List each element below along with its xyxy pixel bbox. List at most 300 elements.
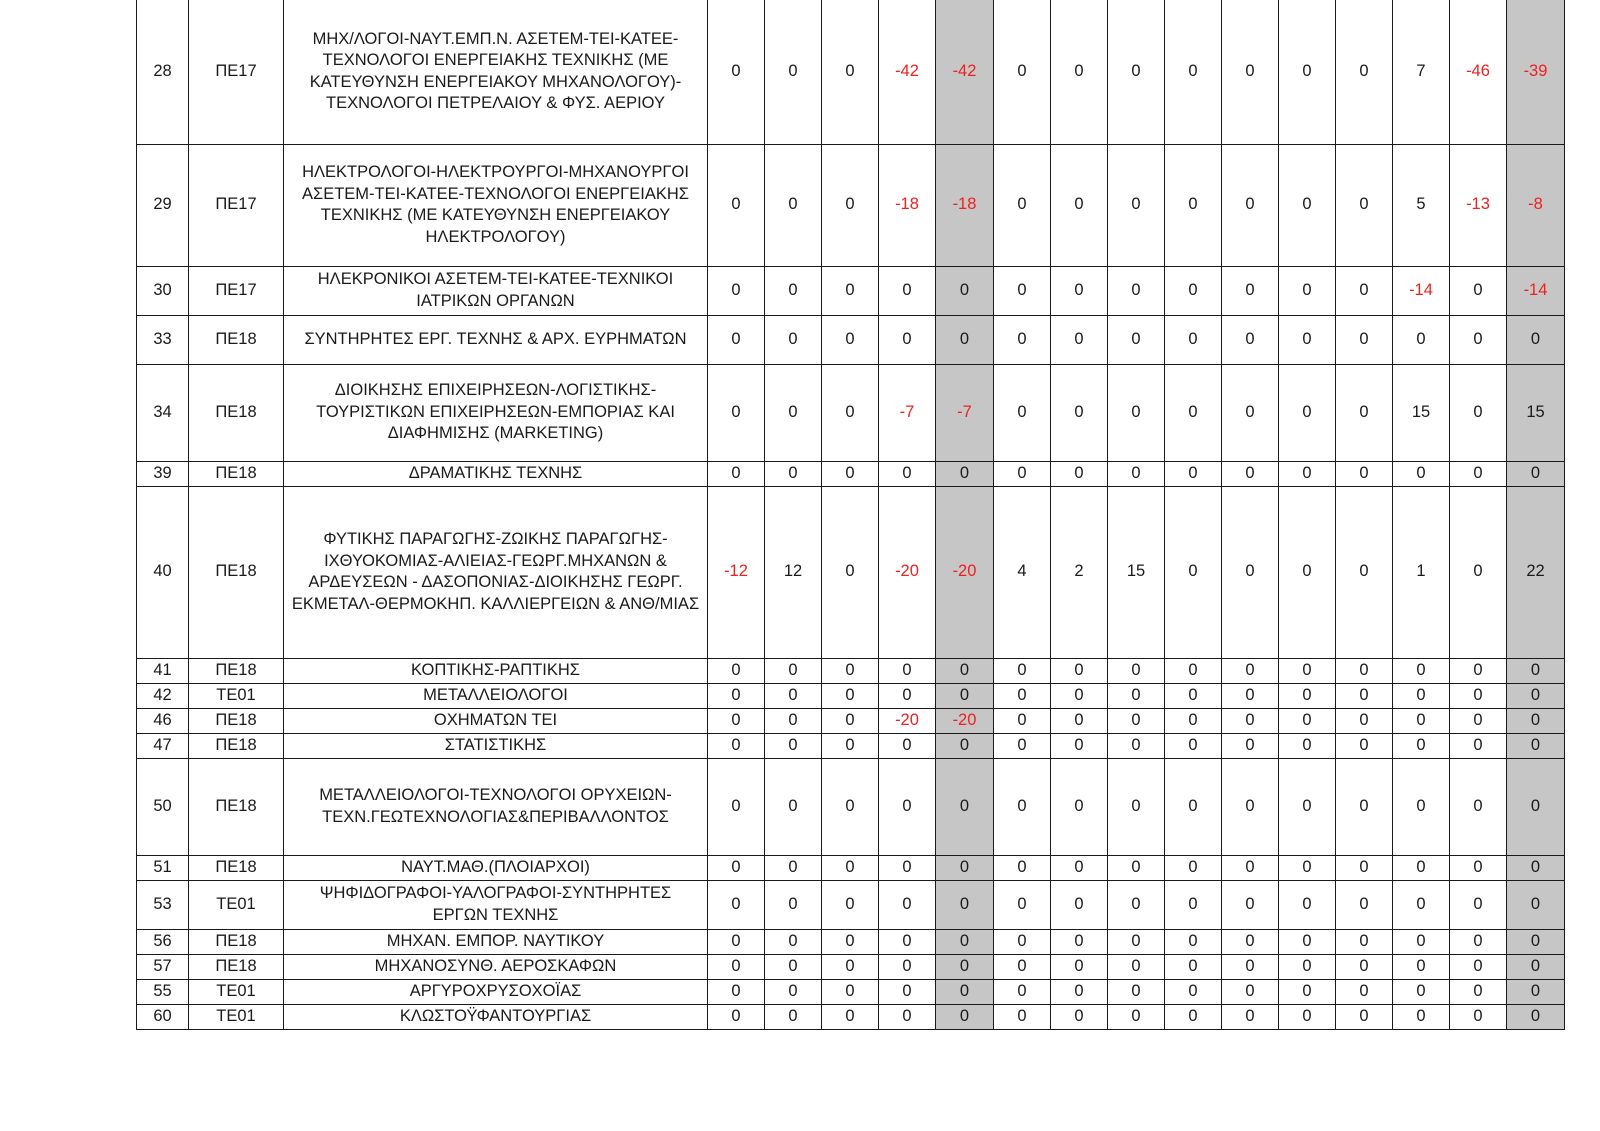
description-cell: ΦΥΤΙΚΗΣ ΠΑΡΑΓΩΓΗΣ-ΖΩΙΚΗΣ ΠΑΡΑΓΩΓΗΣ-ΙΧΘΥΟΚΟΜΙΑΣ-ΑΛΙΕΙΑΣ-ΓΕΩΡΓ.ΜΗΧΑΝΩΝ & ΑΡΔΕΥΣΕΩΝ - ΔΑΣΟΠΟΝΙΑΣ-ΔΙΟΙΚΗΣΗΣ ΓΕΩΡΓ. ΕΚΜΕΤΑΛ-ΘΕΡΜΟΚΗΠ. ΚΑΛΛΙΕΡΓΕΙΩΝ & ΑΝΘ/ΜΙΑΣ — [284, 486, 708, 658]
value-cell: 0 — [994, 0, 1051, 144]
value-cell: -14 — [1393, 266, 1450, 315]
value-cell: 0 — [1336, 1004, 1393, 1029]
value-cell: 0 — [1336, 708, 1393, 733]
value-cell: 0 — [708, 929, 765, 954]
row-number-cell: 42 — [137, 683, 189, 708]
value-cell: 0 — [994, 979, 1051, 1004]
value-cell: 0 — [822, 979, 879, 1004]
table-row — [137, 683, 1565, 708]
value-cell: 0 — [1222, 880, 1279, 929]
table-row — [137, 758, 1565, 855]
value-cell: 0 — [936, 855, 994, 880]
value-cell: 0 — [994, 855, 1051, 880]
value-cell: -12 — [708, 486, 765, 658]
value-cell: 0 — [765, 733, 822, 758]
value-cell: 15 — [1507, 364, 1565, 461]
value-cell: 0 — [1336, 144, 1393, 266]
value-cell: 0 — [1507, 733, 1565, 758]
value-cell: 0 — [1108, 733, 1165, 758]
value-cell: 0 — [1450, 929, 1507, 954]
value-cell: 0 — [1108, 880, 1165, 929]
value-cell: 0 — [1051, 0, 1108, 144]
row-number-cell: 56 — [137, 929, 189, 954]
code-cell: ΠΕ17 — [189, 144, 284, 266]
description-cell: ΝΑΥΤ.ΜΑΘ.(ΠΛΟΙΑΡΧΟΙ) — [284, 855, 708, 880]
row-number-cell: 29 — [137, 144, 189, 266]
value-cell: 12 — [765, 486, 822, 658]
value-cell: 0 — [879, 954, 936, 979]
value-cell: -20 — [936, 486, 994, 658]
value-cell: 0 — [1222, 486, 1279, 658]
table-row — [137, 461, 1565, 486]
value-cell: 0 — [1108, 658, 1165, 683]
table-row — [137, 486, 1565, 658]
value-cell: -18 — [879, 144, 936, 266]
value-cell: 0 — [822, 708, 879, 733]
value-cell: 0 — [765, 683, 822, 708]
value-cell: 0 — [1507, 929, 1565, 954]
value-cell: 0 — [879, 1004, 936, 1029]
value-cell: 0 — [822, 0, 879, 144]
value-cell: 0 — [879, 758, 936, 855]
code-cell: ΠΕ18 — [189, 733, 284, 758]
value-cell: 0 — [1336, 954, 1393, 979]
value-cell: 0 — [936, 658, 994, 683]
value-cell: 0 — [994, 461, 1051, 486]
value-cell: 0 — [1336, 979, 1393, 1004]
value-cell: 0 — [1222, 364, 1279, 461]
value-cell: 0 — [879, 733, 936, 758]
value-cell: 0 — [1165, 1004, 1222, 1029]
value-cell: 0 — [708, 708, 765, 733]
value-cell: 0 — [936, 266, 994, 315]
value-cell: 0 — [1279, 683, 1336, 708]
value-cell: -20 — [879, 708, 936, 733]
value-cell: 0 — [1336, 364, 1393, 461]
code-cell: ΤΕ01 — [189, 683, 284, 708]
value-cell: 0 — [1279, 266, 1336, 315]
value-cell: 0 — [1051, 733, 1108, 758]
value-cell: 0 — [1108, 315, 1165, 364]
value-cell: 0 — [1108, 979, 1165, 1004]
value-cell: 0 — [1222, 0, 1279, 144]
value-cell: 0 — [1450, 683, 1507, 708]
value-cell: 0 — [1222, 855, 1279, 880]
value-cell: 0 — [1279, 315, 1336, 364]
value-cell: 0 — [1051, 461, 1108, 486]
value-cell: 0 — [1507, 461, 1565, 486]
description-cell: ΚΟΠΤΙΚΗΣ-ΡΑΠΤΙΚΗΣ — [284, 658, 708, 683]
code-cell: ΠΕ18 — [189, 315, 284, 364]
value-cell: -20 — [879, 486, 936, 658]
value-cell: 0 — [1051, 266, 1108, 315]
value-cell: 0 — [1393, 658, 1450, 683]
value-cell: 0 — [1279, 658, 1336, 683]
value-cell: 0 — [1450, 758, 1507, 855]
value-cell: 0 — [1108, 708, 1165, 733]
value-cell: 0 — [936, 979, 994, 1004]
value-cell: 2 — [1051, 486, 1108, 658]
value-cell: 0 — [1279, 929, 1336, 954]
value-cell: 0 — [1108, 954, 1165, 979]
value-cell: 0 — [1336, 880, 1393, 929]
table-row — [137, 979, 1565, 1004]
description-cell: ΟΧΗΜΑΤΩΝ ΤΕΙ — [284, 708, 708, 733]
description-cell: ΜΗΧΑΝΟΣΥΝΘ. ΑΕΡΟΣΚΑΦΩΝ — [284, 954, 708, 979]
value-cell: 0 — [1108, 144, 1165, 266]
row-number-cell: 53 — [137, 880, 189, 929]
value-cell: 0 — [1336, 315, 1393, 364]
value-cell: 0 — [822, 461, 879, 486]
value-cell: 7 — [1393, 0, 1450, 144]
row-number-cell: 39 — [137, 461, 189, 486]
value-cell: 0 — [1336, 929, 1393, 954]
value-cell: 0 — [1108, 0, 1165, 144]
value-cell: 0 — [765, 758, 822, 855]
value-cell: 0 — [1450, 486, 1507, 658]
value-cell: 0 — [1108, 1004, 1165, 1029]
value-cell: 0 — [1279, 144, 1336, 266]
value-cell: 0 — [1336, 855, 1393, 880]
value-cell: 0 — [1051, 880, 1108, 929]
value-cell: 15 — [1108, 486, 1165, 658]
value-cell: 0 — [1165, 461, 1222, 486]
value-cell: 0 — [1336, 733, 1393, 758]
value-cell: 0 — [936, 733, 994, 758]
value-cell: 0 — [1108, 929, 1165, 954]
value-cell: 0 — [1165, 144, 1222, 266]
row-number-cell: 28 — [137, 0, 189, 144]
row-number-cell: 30 — [137, 266, 189, 315]
value-cell: 0 — [1165, 658, 1222, 683]
value-cell: -13 — [1450, 144, 1507, 266]
value-cell: 0 — [1051, 144, 1108, 266]
data-table — [136, 0, 1565, 1030]
code-cell: ΠΕ18 — [189, 486, 284, 658]
value-cell: 0 — [879, 266, 936, 315]
code-cell: ΠΕ18 — [189, 855, 284, 880]
table-row — [137, 733, 1565, 758]
value-cell: 0 — [994, 954, 1051, 979]
row-number-cell: 40 — [137, 486, 189, 658]
row-number-cell: 51 — [137, 855, 189, 880]
code-cell: ΠΕ18 — [189, 364, 284, 461]
value-cell: 0 — [1222, 315, 1279, 364]
value-cell: 0 — [708, 683, 765, 708]
table-row — [137, 855, 1565, 880]
value-cell: 0 — [1165, 486, 1222, 658]
value-cell: 0 — [936, 1004, 994, 1029]
value-cell: 0 — [1165, 364, 1222, 461]
value-cell: 0 — [1279, 708, 1336, 733]
value-cell: 0 — [1051, 708, 1108, 733]
value-cell: 0 — [1450, 315, 1507, 364]
description-cell: ΔΙΟΙΚΗΣΗΣ ΕΠΙΧΕΙΡΗΣΕΩΝ-ΛΟΓΙΣΤΙΚΗΣ-ΤΟΥΡΙΣΤΙΚΩΝ ΕΠΙΧΕΙΡΗΣΕΩΝ-ΕΜΠΟΡΙΑΣ ΚΑΙ ΔΙΑΦΗΜΙΣΗΣ (MARKETING) — [284, 364, 708, 461]
value-cell: 0 — [1051, 954, 1108, 979]
value-cell: 0 — [1336, 658, 1393, 683]
row-number-cell: 47 — [137, 733, 189, 758]
code-cell: ΠΕ17 — [189, 266, 284, 315]
value-cell: 0 — [1222, 954, 1279, 979]
value-cell: 0 — [822, 658, 879, 683]
value-cell: 0 — [936, 758, 994, 855]
value-cell: 0 — [822, 486, 879, 658]
value-cell: 0 — [1336, 461, 1393, 486]
value-cell: 0 — [1336, 683, 1393, 708]
value-cell: 0 — [1336, 0, 1393, 144]
value-cell: 0 — [708, 315, 765, 364]
value-cell: 0 — [765, 855, 822, 880]
value-cell: 0 — [1393, 855, 1450, 880]
value-cell: 0 — [1051, 855, 1108, 880]
value-cell: 0 — [1450, 733, 1507, 758]
value-cell: 0 — [1507, 708, 1565, 733]
value-cell: 0 — [936, 954, 994, 979]
value-cell: 15 — [1393, 364, 1450, 461]
value-cell: 0 — [1222, 1004, 1279, 1029]
code-cell: ΤΕ01 — [189, 979, 284, 1004]
value-cell: -7 — [879, 364, 936, 461]
value-cell: 0 — [1222, 758, 1279, 855]
value-cell: 0 — [822, 758, 879, 855]
value-cell: -20 — [936, 708, 994, 733]
value-cell: 0 — [1393, 1004, 1450, 1029]
code-cell: ΠΕ18 — [189, 758, 284, 855]
value-cell: 0 — [1279, 880, 1336, 929]
value-cell: 0 — [1165, 266, 1222, 315]
value-cell: 0 — [765, 461, 822, 486]
description-cell: ΜΕΤΑΛΛΕΙΟΛΟΓΟΙ — [284, 683, 708, 708]
value-cell: 0 — [1165, 0, 1222, 144]
value-cell: 0 — [1450, 979, 1507, 1004]
value-cell: 0 — [1393, 880, 1450, 929]
value-cell: 0 — [1279, 733, 1336, 758]
value-cell: 0 — [1393, 461, 1450, 486]
table-row — [137, 1004, 1565, 1029]
value-cell: 0 — [822, 929, 879, 954]
value-cell: 0 — [1165, 708, 1222, 733]
value-cell: 0 — [1507, 979, 1565, 1004]
row-number-cell: 34 — [137, 364, 189, 461]
value-cell: -42 — [936, 0, 994, 144]
value-cell: 0 — [1222, 979, 1279, 1004]
value-cell: 0 — [1393, 683, 1450, 708]
value-cell: 0 — [822, 364, 879, 461]
value-cell: 0 — [765, 0, 822, 144]
value-cell: 0 — [765, 364, 822, 461]
value-cell: 0 — [765, 954, 822, 979]
value-cell: 0 — [1165, 929, 1222, 954]
value-cell: 0 — [936, 461, 994, 486]
code-cell: ΠΕ18 — [189, 708, 284, 733]
value-cell: 0 — [1279, 979, 1336, 1004]
value-cell: 0 — [708, 0, 765, 144]
value-cell: 0 — [765, 658, 822, 683]
value-cell: 0 — [708, 144, 765, 266]
value-cell: 0 — [1336, 266, 1393, 315]
code-cell: ΠΕ18 — [189, 954, 284, 979]
row-number-cell: 55 — [137, 979, 189, 1004]
value-cell: 0 — [1450, 880, 1507, 929]
value-cell: 0 — [708, 461, 765, 486]
row-number-cell: 50 — [137, 758, 189, 855]
value-cell: 0 — [1165, 954, 1222, 979]
value-cell: 0 — [1393, 954, 1450, 979]
value-cell: 0 — [1450, 855, 1507, 880]
value-cell: 0 — [765, 315, 822, 364]
code-cell: ΠΕ18 — [189, 461, 284, 486]
value-cell: 0 — [1051, 979, 1108, 1004]
description-cell: ΜΗΧ/ΛΟΓΟΙ-ΝΑΥΤ.ΕΜΠ.Ν. ΑΣΕΤΕΜ-ΤΕΙ-ΚΑΤΕΕ-ΤΕΧΝΟΛΟΓΟΙ ΕΝΕΡΓΕΙΑΚΗΣ ΤΕΧΝΙΚΗΣ (ΜΕ ΚΑΤΕΥΘΥΝΣΗ ΕΝΕΡΓΕΙΑΚΟΥ ΜΗΧΑΝΟΛΟΓΟΥ)-ΤΕΧΝΟΛΟΓΟΙ ΠΕΤΡΕΛΑΙΟΥ & ΦΥΣ. ΑΕΡΙΟΥ — [284, 0, 708, 144]
value-cell: -42 — [879, 0, 936, 144]
value-cell: 0 — [994, 315, 1051, 364]
table-row — [137, 364, 1565, 461]
table-row — [137, 708, 1565, 733]
value-cell: 0 — [879, 979, 936, 1004]
value-cell: 0 — [1051, 658, 1108, 683]
value-cell: 0 — [936, 315, 994, 364]
value-cell: 0 — [1165, 979, 1222, 1004]
table-row — [137, 315, 1565, 364]
value-cell: 0 — [708, 954, 765, 979]
value-cell: 0 — [1051, 929, 1108, 954]
value-cell: 0 — [1393, 708, 1450, 733]
value-cell: 0 — [1393, 929, 1450, 954]
value-cell: 0 — [708, 266, 765, 315]
value-cell: 0 — [1222, 708, 1279, 733]
description-cell: ΜΕΤΑΛΛΕΙΟΛΟΓΟΙ-ΤΕΧΝΟΛΟΓΟΙ ΟΡΥΧΕΙΩΝ-ΤΕΧΝ.ΓΕΩΤΕΧΝΟΛΟΓΙΑΣ&ΠΕΡΙΒΑΛΛΟΝΤΟΣ — [284, 758, 708, 855]
row-number-cell: 33 — [137, 315, 189, 364]
value-cell: 22 — [1507, 486, 1565, 658]
table-row — [137, 0, 1565, 144]
value-cell: 4 — [994, 486, 1051, 658]
value-cell: 0 — [879, 880, 936, 929]
value-cell: 0 — [765, 929, 822, 954]
value-cell: 0 — [1336, 486, 1393, 658]
value-cell: 0 — [1450, 1004, 1507, 1029]
value-cell: 0 — [994, 929, 1051, 954]
value-cell: 0 — [822, 315, 879, 364]
row-number-cell: 41 — [137, 658, 189, 683]
value-cell: 0 — [1108, 855, 1165, 880]
value-cell: 0 — [1507, 1004, 1565, 1029]
value-cell: 0 — [1165, 683, 1222, 708]
value-cell: 0 — [1165, 315, 1222, 364]
description-cell: ΜΗΧΑΝ. ΕΜΠΟΡ. ΝΑΥΤΙΚΟΥ — [284, 929, 708, 954]
value-cell: -14 — [1507, 266, 1565, 315]
value-cell: 0 — [1165, 733, 1222, 758]
value-cell: 0 — [1279, 0, 1336, 144]
value-cell: 0 — [1222, 144, 1279, 266]
table-row — [137, 266, 1565, 315]
value-cell: 0 — [765, 266, 822, 315]
value-cell: 0 — [879, 683, 936, 708]
value-cell: -46 — [1450, 0, 1507, 144]
value-cell: 0 — [765, 979, 822, 1004]
value-cell: 0 — [1507, 315, 1565, 364]
value-cell: 0 — [765, 144, 822, 266]
value-cell: 0 — [1051, 1004, 1108, 1029]
value-cell: 0 — [1222, 929, 1279, 954]
value-cell: 0 — [1279, 855, 1336, 880]
value-cell: 0 — [1279, 364, 1336, 461]
value-cell: 0 — [1051, 758, 1108, 855]
description-cell: ΨΗΦΙΔΟΓΡΑΦΟΙ-ΥΑΛΟΓΡΑΦΟΙ-ΣΥΝΤΗΡΗΤΕΣ ΕΡΓΩΝ ΤΕΧΝΗΣ — [284, 880, 708, 929]
value-cell: 5 — [1393, 144, 1450, 266]
value-cell: 0 — [1336, 758, 1393, 855]
value-cell: 0 — [1165, 855, 1222, 880]
value-cell: 0 — [822, 855, 879, 880]
value-cell: 0 — [1108, 461, 1165, 486]
table-row — [137, 144, 1565, 266]
value-cell: 0 — [1507, 880, 1565, 929]
value-cell: 0 — [879, 855, 936, 880]
value-cell: 0 — [1507, 855, 1565, 880]
value-cell: -39 — [1507, 0, 1565, 144]
value-cell: 0 — [1108, 364, 1165, 461]
value-cell: 0 — [708, 364, 765, 461]
value-cell: 0 — [1051, 315, 1108, 364]
value-cell: 0 — [994, 683, 1051, 708]
value-cell: 0 — [708, 880, 765, 929]
value-cell: 0 — [1279, 758, 1336, 855]
value-cell: 0 — [822, 880, 879, 929]
row-number-cell: 57 — [137, 954, 189, 979]
value-cell: 0 — [879, 315, 936, 364]
value-cell: 1 — [1393, 486, 1450, 658]
value-cell: 0 — [765, 708, 822, 733]
table-row — [137, 954, 1565, 979]
value-cell: 0 — [822, 144, 879, 266]
value-cell: 0 — [1165, 880, 1222, 929]
value-cell: 0 — [1279, 954, 1336, 979]
value-cell: 0 — [879, 658, 936, 683]
value-cell: 0 — [708, 758, 765, 855]
value-cell: 0 — [879, 461, 936, 486]
value-cell: 0 — [1279, 461, 1336, 486]
value-cell: 0 — [1450, 954, 1507, 979]
value-cell: 0 — [994, 708, 1051, 733]
value-cell: 0 — [1450, 364, 1507, 461]
value-cell: 0 — [1222, 658, 1279, 683]
value-cell: 0 — [994, 266, 1051, 315]
value-cell: 0 — [708, 855, 765, 880]
value-cell: 0 — [765, 880, 822, 929]
value-cell: 0 — [1051, 683, 1108, 708]
value-cell: -8 — [1507, 144, 1565, 266]
code-cell: ΤΕ01 — [189, 1004, 284, 1029]
code-cell: ΠΕ18 — [189, 658, 284, 683]
value-cell: 0 — [1108, 266, 1165, 315]
value-cell: 0 — [994, 758, 1051, 855]
value-cell: 0 — [708, 1004, 765, 1029]
description-cell: ΗΛΕΚΡΟΝΙΚΟΙ ΑΣΕΤΕΜ-ΤΕΙ-ΚΑΤΕΕ-ΤΕΧΝΙΚΟΙ ΙΑΤΡΙΚΩΝ ΟΡΓΑΝΩΝ — [284, 266, 708, 315]
value-cell: 0 — [1507, 683, 1565, 708]
value-cell: 0 — [1507, 758, 1565, 855]
value-cell: 0 — [936, 683, 994, 708]
value-cell: 0 — [1108, 758, 1165, 855]
value-cell: 0 — [1051, 364, 1108, 461]
row-number-cell: 60 — [137, 1004, 189, 1029]
value-cell: 0 — [822, 266, 879, 315]
value-cell: -7 — [936, 364, 994, 461]
description-cell: ΑΡΓΥΡΟΧΡΥΣΟΧΟΪΑΣ — [284, 979, 708, 1004]
value-cell: 0 — [994, 880, 1051, 929]
value-cell: 0 — [1222, 266, 1279, 315]
value-cell: 0 — [765, 1004, 822, 1029]
value-cell: 0 — [1450, 708, 1507, 733]
value-cell: 0 — [822, 683, 879, 708]
